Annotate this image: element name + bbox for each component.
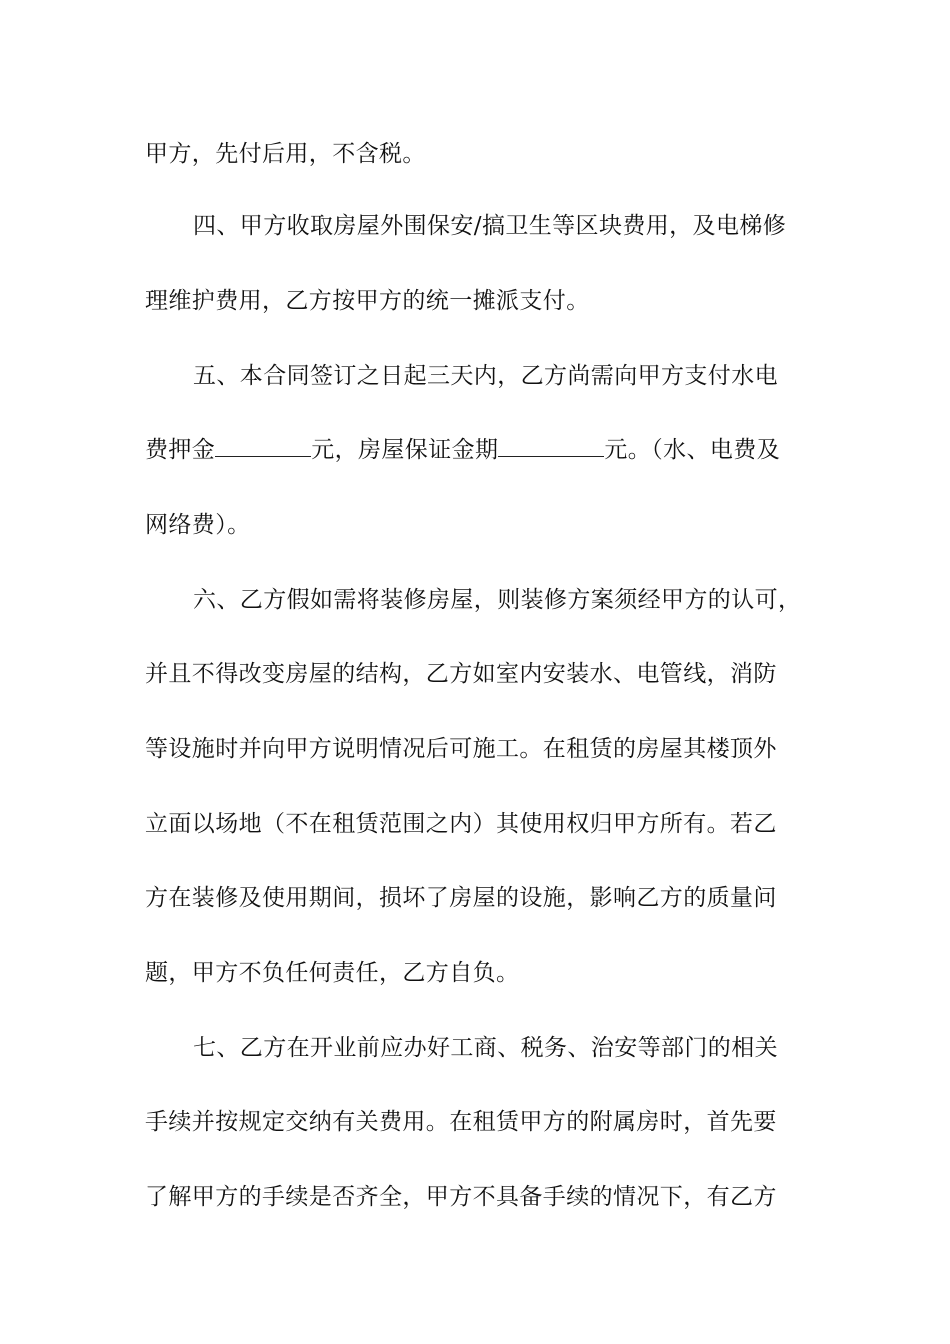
clause-six-line-4: 立面以场地（不在租赁范围之内）其使用权归甲方所有。若乙: [145, 811, 777, 837]
clause-five-line-3: 网络费）。: [145, 512, 251, 538]
deposit-amount-blank: [215, 432, 311, 457]
clause-seven-line-2: 手续并按规定交纳有关费用。在租赁甲方的附属房时，首先要: [145, 1109, 777, 1135]
clause-six-line-6: 题，甲方不负任何责任，乙方自负。: [145, 960, 520, 986]
clause-five-line-2: [145, 430, 825, 470]
fee-note: 元。（水、电费及: [604, 437, 781, 463]
guarantee-amount-blank: [498, 432, 604, 457]
text-line: 甲方，先付后用，不含税。: [145, 141, 426, 167]
clause-four-line-1: 四、甲方收取房屋外围保安/搞卫生等区块费用，及电梯修: [193, 213, 787, 239]
clause-six-line-2: 并且不得改变房屋的结构，乙方如室内安装水、电管线，消防: [145, 661, 777, 687]
clause-four-line-2: 理维护费用，乙方按甲方的统一摊派支付。: [145, 288, 590, 314]
deposit-label: 费押金: [145, 437, 216, 463]
guarantee-label: 元，房屋保证金期: [311, 437, 499, 463]
clause-six-line-5: 方在装修及使用期间，损坏了房屋的设施，影响乙方的质量问: [145, 885, 777, 911]
clause-seven-line-3: 了解甲方的手续是否齐全，甲方不具备手续的情况下，有乙方: [145, 1184, 777, 1210]
clause-seven-line-1: 七、乙方在开业前应办好工商、税务、治安等部门的相关: [193, 1035, 778, 1061]
clause-five-line-1: 五、本合同签订之日起三天内，乙方尚需向甲方支付水电: [193, 363, 778, 389]
clause-six-line-3: 等设施时并向甲方说明情况后可施工。在租赁的房屋其楼顶外: [145, 736, 777, 762]
clause-six-line-1: 六、乙方假如需将装修房屋，则装修方案须经甲方的认可，: [193, 587, 802, 613]
